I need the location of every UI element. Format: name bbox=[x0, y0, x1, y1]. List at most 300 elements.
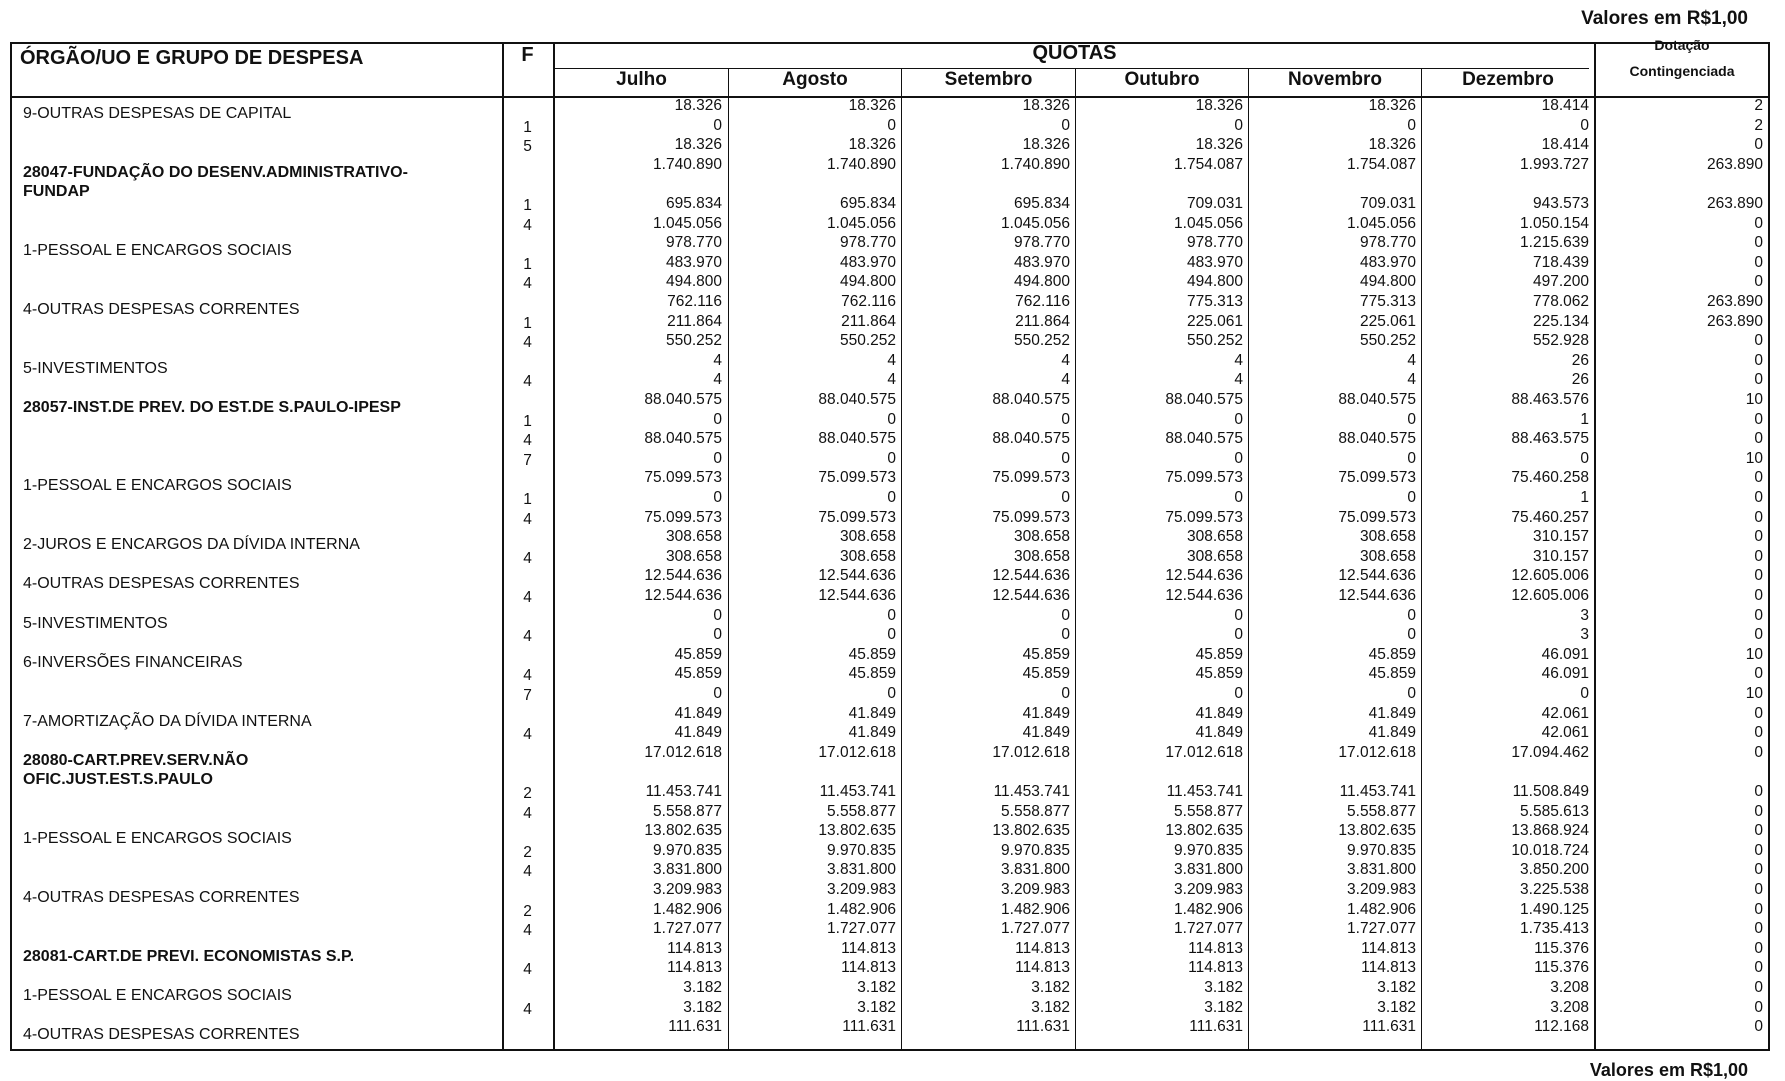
f-code-cell: 4 bbox=[523, 1000, 532, 1018]
quota-cell: 13.802.635 bbox=[1338, 822, 1416, 840]
row-label: 4-OUTRAS DESPESAS CORRENTES bbox=[23, 1026, 300, 1044]
dotacao-cell: 0 bbox=[1754, 743, 1763, 761]
quota-cell: 3.182 bbox=[857, 979, 896, 996]
f-code-cell: 7 bbox=[523, 451, 532, 469]
dotacao-cell: 0 bbox=[1754, 430, 1763, 448]
quota-cell: 494.800 bbox=[1359, 273, 1416, 291]
quota-cell: 17.012.618 bbox=[1338, 743, 1416, 761]
dotacao-cell: 0 bbox=[1754, 626, 1763, 644]
quota-cell: 75.460.257 bbox=[1511, 508, 1589, 526]
dotacao-cell: 263.890 bbox=[1706, 155, 1763, 173]
quota-cell: 0 bbox=[713, 116, 722, 134]
f-code-cell: 1 bbox=[523, 197, 532, 214]
quota-cell: 18.414 bbox=[1541, 97, 1589, 114]
dotacao-cell: 0 bbox=[1754, 234, 1763, 252]
quota-cell: 0 bbox=[887, 606, 896, 624]
dotacao-cell: 0 bbox=[1754, 351, 1763, 369]
dotacao-cell: 0 bbox=[1754, 802, 1763, 820]
quota-cell: 18.326 bbox=[1022, 136, 1070, 154]
f-code-cell: 2 bbox=[523, 785, 532, 802]
dotacao-cell: 263.890 bbox=[1706, 293, 1763, 310]
quota-cell: 17.012.618 bbox=[644, 743, 722, 761]
quota-cell: 0 bbox=[1234, 626, 1243, 644]
quota-cell: 4 bbox=[1061, 371, 1070, 389]
quota-cell: 114.813 bbox=[1015, 939, 1070, 957]
dotacao-cell: 0 bbox=[1754, 841, 1763, 859]
quota-cell: 762.116 bbox=[1015, 293, 1070, 310]
f-code-cell: 4 bbox=[523, 216, 532, 234]
f-code-cell: 4 bbox=[523, 510, 532, 528]
quota-cell: 75.099.573 bbox=[1165, 469, 1243, 487]
f-code-cell: 4 bbox=[523, 373, 532, 391]
quota-cell: 12.544.636 bbox=[1338, 587, 1416, 604]
quota-cell: 88.040.575 bbox=[992, 391, 1070, 408]
quota-cell: 3.182 bbox=[1031, 979, 1070, 996]
quota-cell: 18.326 bbox=[848, 136, 896, 154]
quota-cell: 11.453.741 bbox=[1166, 783, 1243, 800]
f-code-cell: 4 bbox=[523, 804, 532, 822]
quota-cell: 3.182 bbox=[1204, 998, 1243, 1016]
dotacao-cell: 0 bbox=[1754, 528, 1763, 546]
quota-cell: 45.859 bbox=[1195, 665, 1243, 683]
quota-cell: 111.631 bbox=[842, 1018, 896, 1036]
f-code-cell: 4 bbox=[523, 628, 532, 646]
quota-cell: 42.061 bbox=[1541, 704, 1589, 722]
quota-cell: 4 bbox=[713, 371, 722, 389]
quota-cell: 114.813 bbox=[1015, 959, 1070, 977]
quota-cell: 88.040.575 bbox=[1338, 430, 1416, 448]
quota-cell: 9.970.835 bbox=[653, 841, 722, 859]
f-code-cell: 4 bbox=[523, 667, 532, 685]
quota-cell: 115.376 bbox=[1534, 939, 1589, 957]
quota-cell: 1.482.906 bbox=[653, 900, 722, 918]
quota-cell: 3.208 bbox=[1550, 998, 1589, 1016]
quota-cell: 11.453.741 bbox=[819, 783, 896, 800]
quota-cell: 497.200 bbox=[1532, 273, 1589, 291]
quota-cell: 41.849 bbox=[1368, 704, 1416, 722]
quota-cell: 18.326 bbox=[674, 97, 722, 114]
quota-cell: 0 bbox=[1234, 489, 1243, 506]
quota-cell: 111.631 bbox=[1362, 1018, 1416, 1036]
quota-cell: 3 bbox=[1580, 626, 1589, 644]
dotacao-cell: 0 bbox=[1754, 783, 1763, 800]
quota-cell: 12.605.006 bbox=[1511, 567, 1589, 585]
col-header-month: Julho bbox=[616, 69, 667, 90]
col-header-group: ÓRGÃO/UO E GRUPO DE DESPESA bbox=[20, 47, 364, 69]
quota-cell: 75.099.573 bbox=[644, 508, 722, 526]
quota-cell: 483.970 bbox=[665, 253, 722, 271]
quota-cell: 695.834 bbox=[665, 195, 722, 212]
quota-cell: 0 bbox=[1061, 449, 1070, 467]
quota-cell: 0 bbox=[1407, 410, 1416, 428]
f-code-cell: 7 bbox=[523, 687, 532, 704]
quota-cell: 1.993.727 bbox=[1520, 155, 1589, 173]
quota-cell: 0 bbox=[1580, 116, 1589, 134]
quota-cell: 13.802.635 bbox=[818, 822, 896, 840]
quota-cell: 12.544.636 bbox=[992, 587, 1070, 604]
row-label: FUNDAP bbox=[23, 183, 90, 201]
quota-cell: 75.099.573 bbox=[992, 508, 1070, 526]
quota-cell: 1.045.056 bbox=[1174, 214, 1243, 232]
quota-cell: 4 bbox=[887, 371, 896, 389]
quota-cell: 111.631 bbox=[668, 1018, 722, 1036]
quota-cell: 1.727.077 bbox=[1174, 920, 1243, 938]
dotacao-cell: 0 bbox=[1754, 253, 1763, 271]
dotacao-cell: 0 bbox=[1754, 861, 1763, 879]
row-label: 9-OUTRAS DESPESAS DE CAPITAL bbox=[23, 105, 292, 122]
row-label: 4-OUTRAS DESPESAS CORRENTES bbox=[23, 301, 300, 318]
quota-cell: 0 bbox=[713, 449, 722, 467]
quota-cell: 41.849 bbox=[1022, 704, 1070, 722]
quota-cell: 3.209.983 bbox=[653, 881, 722, 898]
quota-cell: 88.040.575 bbox=[1165, 391, 1243, 408]
quota-cell: 18.326 bbox=[1022, 97, 1070, 114]
quota-cell: 1.045.056 bbox=[827, 214, 896, 232]
dotacao-cell: 0 bbox=[1754, 704, 1763, 722]
quota-cell: 225.061 bbox=[1186, 312, 1243, 330]
quota-cell: 1.727.077 bbox=[1347, 920, 1416, 938]
f-code-cell: 4 bbox=[523, 961, 532, 979]
quota-cell: 17.012.618 bbox=[992, 743, 1070, 761]
dotacao-cell: 0 bbox=[1754, 469, 1763, 487]
quota-cell: 778.062 bbox=[1532, 293, 1589, 310]
col-header-month: Novembro bbox=[1288, 69, 1382, 90]
quota-cell: 26 bbox=[1571, 371, 1589, 389]
unit-note: Valores em R$1,00 bbox=[1581, 8, 1748, 29]
dotacao-cell: 0 bbox=[1754, 273, 1763, 291]
quota-cell: 211.864 bbox=[841, 312, 896, 330]
f-code-cell: 4 bbox=[523, 726, 532, 744]
quota-cell: 4 bbox=[1407, 371, 1416, 389]
quota-cell: 0 bbox=[1234, 410, 1243, 428]
dotacao-cell: 263.890 bbox=[1706, 195, 1763, 212]
f-code-cell: 1 bbox=[523, 491, 532, 508]
quota-cell: 1.727.077 bbox=[653, 920, 722, 938]
dotacao-cell: 0 bbox=[1754, 1018, 1763, 1036]
quota-cell: 41.849 bbox=[1195, 704, 1243, 722]
quota-cell: 0 bbox=[887, 685, 896, 702]
f-code-cell: 4 bbox=[523, 922, 532, 940]
quota-cell: 3.831.800 bbox=[1174, 861, 1243, 879]
dotacao-cell: 0 bbox=[1754, 410, 1763, 428]
quota-cell: 718.439 bbox=[1532, 253, 1589, 271]
quota-cell: 18.326 bbox=[1368, 136, 1416, 154]
quota-cell: 483.970 bbox=[839, 253, 896, 271]
quota-cell: 3.208 bbox=[1550, 979, 1589, 996]
quota-cell: 45.859 bbox=[848, 665, 896, 683]
quota-cell: 46.091 bbox=[1541, 645, 1589, 663]
quota-cell: 308.658 bbox=[839, 528, 896, 546]
quota-cell: 88.040.575 bbox=[644, 391, 722, 408]
quota-cell: 483.970 bbox=[1359, 253, 1416, 271]
col-header-month: Outubro bbox=[1124, 69, 1200, 90]
quota-cell: 762.116 bbox=[841, 293, 896, 310]
quota-cell: 5.558.877 bbox=[1174, 802, 1243, 820]
dotacao-cell: 2 bbox=[1754, 97, 1763, 114]
quota-cell: 0 bbox=[713, 685, 722, 702]
quota-cell: 1.740.890 bbox=[827, 155, 896, 173]
quota-cell: 308.658 bbox=[1186, 528, 1243, 546]
f-code-cell: 2 bbox=[523, 902, 532, 920]
quota-cell: 3.225.538 bbox=[1520, 881, 1589, 898]
quota-cell: 12.544.636 bbox=[644, 567, 722, 585]
dotacao-cell: 0 bbox=[1754, 920, 1763, 938]
quota-cell: 18.326 bbox=[1368, 97, 1416, 114]
quota-cell: 4 bbox=[1234, 371, 1243, 389]
quota-cell: 5.558.877 bbox=[1001, 802, 1070, 820]
quota-cell: 9.970.835 bbox=[1001, 841, 1070, 859]
quota-cell: 45.859 bbox=[674, 665, 722, 683]
quota-cell: 13.868.924 bbox=[1511, 822, 1589, 840]
quota-cell: 5.558.877 bbox=[653, 802, 722, 820]
quota-cell: 0 bbox=[1061, 606, 1070, 624]
quota-cell: 308.658 bbox=[1013, 547, 1070, 565]
col-header-quotas: QUOTAS bbox=[1032, 42, 1117, 64]
quota-cell: 13.802.635 bbox=[644, 822, 722, 840]
quota-cell: 3.831.800 bbox=[653, 861, 722, 879]
quota-cell: 12.544.636 bbox=[644, 587, 722, 604]
quota-cell: 0 bbox=[887, 489, 896, 506]
quota-cell: 4 bbox=[1061, 351, 1070, 369]
quota-cell: 3.182 bbox=[683, 979, 722, 996]
quota-cell: 17.012.618 bbox=[1165, 743, 1243, 761]
quota-cell: 3.182 bbox=[857, 998, 896, 1016]
dotacao-cell: 10 bbox=[1745, 645, 1763, 663]
row-label: 5-INVESTIMENTOS bbox=[23, 359, 168, 377]
f-code-cell: 1 bbox=[523, 255, 532, 273]
quota-cell: 88.463.575 bbox=[1511, 430, 1589, 448]
col-header-month: Dezembro bbox=[1462, 69, 1554, 90]
dotacao-cell: 0 bbox=[1754, 214, 1763, 232]
quota-cell: 1.735.413 bbox=[1520, 920, 1589, 938]
quota-cell: 75.099.573 bbox=[1165, 508, 1243, 526]
quota-cell: 1.482.906 bbox=[1001, 900, 1070, 918]
dotacao-cell: 0 bbox=[1754, 979, 1763, 996]
row-label: 1-PESSOAL E ENCARGOS SOCIAIS bbox=[23, 987, 292, 1004]
col-border bbox=[901, 69, 902, 1051]
f-code-cell: 1 bbox=[523, 314, 532, 332]
quota-cell: 308.658 bbox=[665, 528, 722, 546]
quota-cell: 75.099.573 bbox=[818, 469, 896, 487]
quota-cell: 1.482.906 bbox=[827, 900, 896, 918]
quota-cell: 0 bbox=[1580, 685, 1589, 702]
dotacao-cell: 2 bbox=[1754, 116, 1763, 134]
quota-cell: 494.800 bbox=[1013, 273, 1070, 291]
quota-cell: 114.813 bbox=[841, 959, 896, 977]
row-label: 5-INVESTIMENTOS bbox=[23, 614, 168, 632]
quota-cell: 3 bbox=[1580, 606, 1589, 624]
f-code-cell: 4 bbox=[523, 863, 532, 881]
quota-cell: 12.544.636 bbox=[992, 567, 1070, 585]
dotacao-cell: 0 bbox=[1754, 371, 1763, 389]
quota-cell: 114.813 bbox=[667, 939, 722, 957]
dotacao-cell: 0 bbox=[1754, 881, 1763, 898]
quota-cell: 112.168 bbox=[1534, 1018, 1589, 1036]
f-code-cell: 1 bbox=[523, 412, 532, 430]
col-header-month: Setembro bbox=[944, 69, 1033, 90]
quota-cell: 225.061 bbox=[1359, 312, 1416, 330]
quota-cell: 0 bbox=[713, 606, 722, 624]
quota-cell: 1.045.056 bbox=[1001, 214, 1070, 232]
row-label: 1-PESSOAL E ENCARGOS SOCIAIS bbox=[23, 477, 292, 495]
dotacao-cell: 0 bbox=[1754, 822, 1763, 840]
f-code-cell: 4 bbox=[523, 275, 532, 293]
f-code-cell: 5 bbox=[523, 138, 532, 156]
quota-cell: 1.215.639 bbox=[1520, 234, 1589, 252]
quota-cell: 483.970 bbox=[1013, 253, 1070, 271]
dotacao-cell: 0 bbox=[1754, 959, 1763, 977]
quota-cell: 75.099.573 bbox=[1338, 469, 1416, 487]
quota-cell: 550.252 bbox=[1359, 332, 1416, 350]
quota-cell: 0 bbox=[1407, 116, 1416, 134]
quota-cell: 3.182 bbox=[1377, 998, 1416, 1016]
col-border bbox=[1075, 69, 1076, 1051]
quota-cell: 111.631 bbox=[1016, 1018, 1070, 1036]
row-label: 28081-CART.DE PREVI. ECONOMISTAS S.P. bbox=[23, 947, 355, 965]
quota-cell: 0 bbox=[1407, 626, 1416, 644]
quota-cell: 695.834 bbox=[839, 195, 896, 212]
quota-cell: 4 bbox=[713, 351, 722, 369]
quota-cell: 978.770 bbox=[839, 234, 896, 252]
dotacao-cell: 0 bbox=[1754, 665, 1763, 683]
f-code-cell: 4 bbox=[523, 432, 532, 450]
quota-cell: 1.727.077 bbox=[827, 920, 896, 938]
f-code-cell: 1 bbox=[523, 118, 532, 136]
quota-cell: 5.585.613 bbox=[1520, 802, 1589, 820]
quota-cell: 12.544.636 bbox=[1165, 587, 1243, 604]
col-border bbox=[1594, 42, 1596, 1051]
quota-cell: 5.558.877 bbox=[827, 802, 896, 820]
quota-cell: 310.157 bbox=[1532, 528, 1589, 546]
quota-cell: 550.252 bbox=[839, 332, 896, 350]
quota-cell: 978.770 bbox=[1359, 234, 1416, 252]
quota-cell: 45.859 bbox=[674, 645, 722, 663]
col-border bbox=[553, 42, 555, 1051]
quota-cell: 3.209.983 bbox=[1001, 881, 1070, 898]
quota-cell: 18.414 bbox=[1541, 136, 1589, 154]
quota-cell: 75.099.573 bbox=[1338, 508, 1416, 526]
quota-cell: 494.800 bbox=[1186, 273, 1243, 291]
quota-cell: 11.453.741 bbox=[993, 783, 1070, 800]
row-label: 4-OUTRAS DESPESAS CORRENTES bbox=[23, 889, 300, 906]
row-label: 1-PESSOAL E ENCARGOS SOCIAIS bbox=[23, 242, 292, 260]
quota-cell: 308.658 bbox=[1359, 547, 1416, 565]
quota-cell: 11.508.849 bbox=[1512, 783, 1589, 800]
quota-cell: 709.031 bbox=[1186, 195, 1243, 212]
col-border bbox=[1248, 69, 1249, 1051]
quota-cell: 0 bbox=[1407, 606, 1416, 624]
quota-cell: 45.859 bbox=[1022, 665, 1070, 683]
dotacao-cell: 0 bbox=[1754, 939, 1763, 957]
quota-cell: 4 bbox=[1234, 351, 1243, 369]
quota-cell: 114.813 bbox=[1361, 959, 1416, 977]
quota-cell: 1.490.125 bbox=[1520, 900, 1589, 918]
col-border bbox=[1421, 69, 1422, 1051]
quota-cell: 1.727.077 bbox=[1001, 920, 1070, 938]
quota-cell: 17.094.462 bbox=[1511, 743, 1589, 761]
col-header-dotacao-line1: Dotação bbox=[1654, 37, 1710, 53]
quota-cell: 13.802.635 bbox=[992, 822, 1070, 840]
quota-cell: 0 bbox=[887, 410, 896, 428]
dotacao-cell: 0 bbox=[1754, 724, 1763, 742]
quota-cell: 9.970.835 bbox=[827, 841, 896, 859]
quota-cell: 45.859 bbox=[1368, 665, 1416, 683]
quota-cell: 978.770 bbox=[1186, 234, 1243, 252]
quota-cell: 3.209.983 bbox=[1174, 881, 1243, 898]
quota-cell: 3.831.800 bbox=[1347, 861, 1416, 879]
quota-cell: 114.813 bbox=[1188, 959, 1243, 977]
quota-cell: 0 bbox=[1234, 116, 1243, 134]
quota-cell: 45.859 bbox=[1022, 645, 1070, 663]
dotacao-cell: 0 bbox=[1754, 136, 1763, 154]
quota-cell: 46.091 bbox=[1541, 665, 1589, 683]
quota-cell: 0 bbox=[713, 410, 722, 428]
row-label: 7-AMORTIZAÇÃO DA DÍVIDA INTERNA bbox=[23, 712, 312, 730]
dotacao-cell: 0 bbox=[1754, 508, 1763, 526]
quota-cell: 10.018.724 bbox=[1511, 841, 1589, 859]
quota-cell: 3.182 bbox=[683, 998, 722, 1016]
quota-cell: 1.740.890 bbox=[653, 155, 722, 173]
row-label: 1-PESSOAL E ENCARGOS SOCIAIS bbox=[23, 830, 292, 848]
quota-cell: 114.813 bbox=[1188, 939, 1243, 957]
quota-cell: 308.658 bbox=[665, 547, 722, 565]
quota-cell: 0 bbox=[1234, 449, 1243, 467]
quota-cell: 1.482.906 bbox=[1347, 900, 1416, 918]
col-header-dotacao-line2: Contingenciada bbox=[1629, 63, 1735, 79]
quota-cell: 4 bbox=[887, 351, 896, 369]
quota-cell: 0 bbox=[1061, 116, 1070, 134]
quota-cell: 26 bbox=[1571, 351, 1589, 369]
quota-cell: 12.544.636 bbox=[818, 587, 896, 604]
quota-cell: 12.544.636 bbox=[1338, 567, 1416, 585]
quota-cell: 42.061 bbox=[1541, 724, 1589, 742]
quota-cell: 75.099.573 bbox=[644, 469, 722, 487]
quota-cell: 13.802.635 bbox=[1165, 822, 1243, 840]
quota-cell: 41.849 bbox=[848, 704, 896, 722]
quota-cell: 45.859 bbox=[1195, 645, 1243, 663]
dotacao-cell: 10 bbox=[1745, 685, 1763, 702]
quota-cell: 111.631 bbox=[1189, 1018, 1243, 1036]
quota-cell: 12.544.636 bbox=[818, 567, 896, 585]
quota-cell: 3.209.983 bbox=[827, 881, 896, 898]
dotacao-cell: 0 bbox=[1754, 567, 1763, 585]
col-header-f: F bbox=[521, 44, 534, 66]
quota-cell: 88.463.576 bbox=[1511, 391, 1589, 408]
dotacao-cell: 0 bbox=[1754, 547, 1763, 565]
quota-cell: 0 bbox=[887, 449, 896, 467]
quota-cell: 943.573 bbox=[1532, 195, 1589, 212]
quota-cell: 0 bbox=[1061, 489, 1070, 506]
f-code-cell: 2 bbox=[523, 843, 532, 861]
quota-cell: 494.800 bbox=[839, 273, 896, 291]
quota-cell: 9.970.835 bbox=[1174, 841, 1243, 859]
unit-note-bottom: Valores em R$1,00 bbox=[1589, 1060, 1748, 1080]
quota-cell: 114.813 bbox=[841, 939, 896, 957]
quota-cell: 3.182 bbox=[1377, 979, 1416, 996]
quota-cell: 18.326 bbox=[674, 136, 722, 154]
dotacao-cell: 0 bbox=[1754, 489, 1763, 506]
quota-cell: 11.453.741 bbox=[1339, 783, 1416, 800]
quota-cell: 41.849 bbox=[1022, 724, 1070, 742]
quota-cell: 1.482.906 bbox=[1174, 900, 1243, 918]
quota-cell: 1 bbox=[1580, 489, 1589, 506]
col-header-month: Agosto bbox=[782, 69, 848, 90]
quota-cell: 12.544.636 bbox=[1165, 567, 1243, 585]
quota-cell: 1 bbox=[1580, 410, 1589, 428]
row-label: 28057-INST.DE PREV. DO EST.DE S.PAULO-IPESP bbox=[23, 399, 401, 416]
quota-cell: 978.770 bbox=[1013, 234, 1070, 252]
quota-cell: 3.182 bbox=[1031, 998, 1070, 1016]
